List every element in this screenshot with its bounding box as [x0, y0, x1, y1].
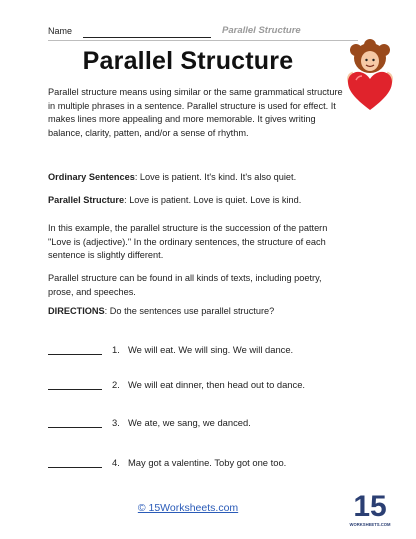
- ordinary-sentences-label: Ordinary Sentences: [48, 172, 135, 182]
- question-row: [48, 344, 293, 355]
- ordinary-sentences-paragraph: [48, 171, 348, 185]
- name-label: Name: [48, 26, 73, 36]
- directions-label: DIRECTIONS: [48, 306, 105, 316]
- intro-paragraph: Parallel structure means using similar or the same grammatical structure in multiple phrases in a sentence. Parallel structure is used for effect. It makes lines more appealing and more memorable. It gives writing balance, clarity, patten, and/or a sense of rhythm.: [48, 87, 343, 138]
- header-title: Parallel Structure: [222, 25, 301, 36]
- heart-mascot-icon: [344, 40, 396, 112]
- question-text: We will eat. We will sing. We will dance.: [128, 344, 294, 355]
- parallel-structure-text: : Love is patient. Love is quiet. Love is kind.: [124, 195, 302, 205]
- name-field-line[interactable]: [83, 37, 211, 38]
- answer-blank[interactable]: [48, 344, 102, 355]
- example-paragraph: In this example, the parallel structure is the succession of the pattern "Love is (adjective)." In the ordinary sentences, the structure of each sentence is slightly different.: [48, 223, 328, 261]
- question-number: 2.: [112, 379, 120, 390]
- logo-text: WORKSHEETS.COM: [349, 522, 391, 527]
- footer-website-link[interactable]: © 15Worksheets.com: [137, 502, 239, 514]
- question-number: 3.: [112, 417, 120, 428]
- page-title: Parallel Structure: [82, 47, 294, 75]
- directions-text: : Do the sentences use parallel structure?: [104, 306, 275, 316]
- question-number: 1.: [112, 344, 120, 355]
- question-row: [48, 379, 305, 390]
- header-divider: [48, 40, 358, 41]
- question-text: We ate, we sang, we danced.: [128, 417, 251, 428]
- question-row: [48, 457, 286, 468]
- question-number: 4.: [112, 457, 120, 468]
- answer-blank[interactable]: [48, 379, 102, 390]
- parallel-structure-paragraph: [48, 194, 348, 208]
- answer-blank[interactable]: [48, 457, 102, 468]
- answer-blank[interactable]: [48, 417, 102, 428]
- directions-paragraph: [48, 305, 348, 319]
- logo-number: 15: [353, 490, 387, 523]
- question-text: We will eat dinner, then head out to dance.: [128, 379, 306, 390]
- kinds-paragraph: Parallel structure can be found in all kinds of texts, including poetry, prose, and speeches.: [48, 273, 322, 297]
- question-text: May got a valentine. Toby got one too.: [128, 457, 287, 468]
- worksheets-logo-icon: [349, 486, 391, 530]
- question-row: [48, 417, 251, 428]
- ordinary-sentences-text: : Love is patient. It's kind. It's also quiet.: [134, 172, 297, 182]
- parallel-structure-label: Parallel Structure: [48, 195, 125, 205]
